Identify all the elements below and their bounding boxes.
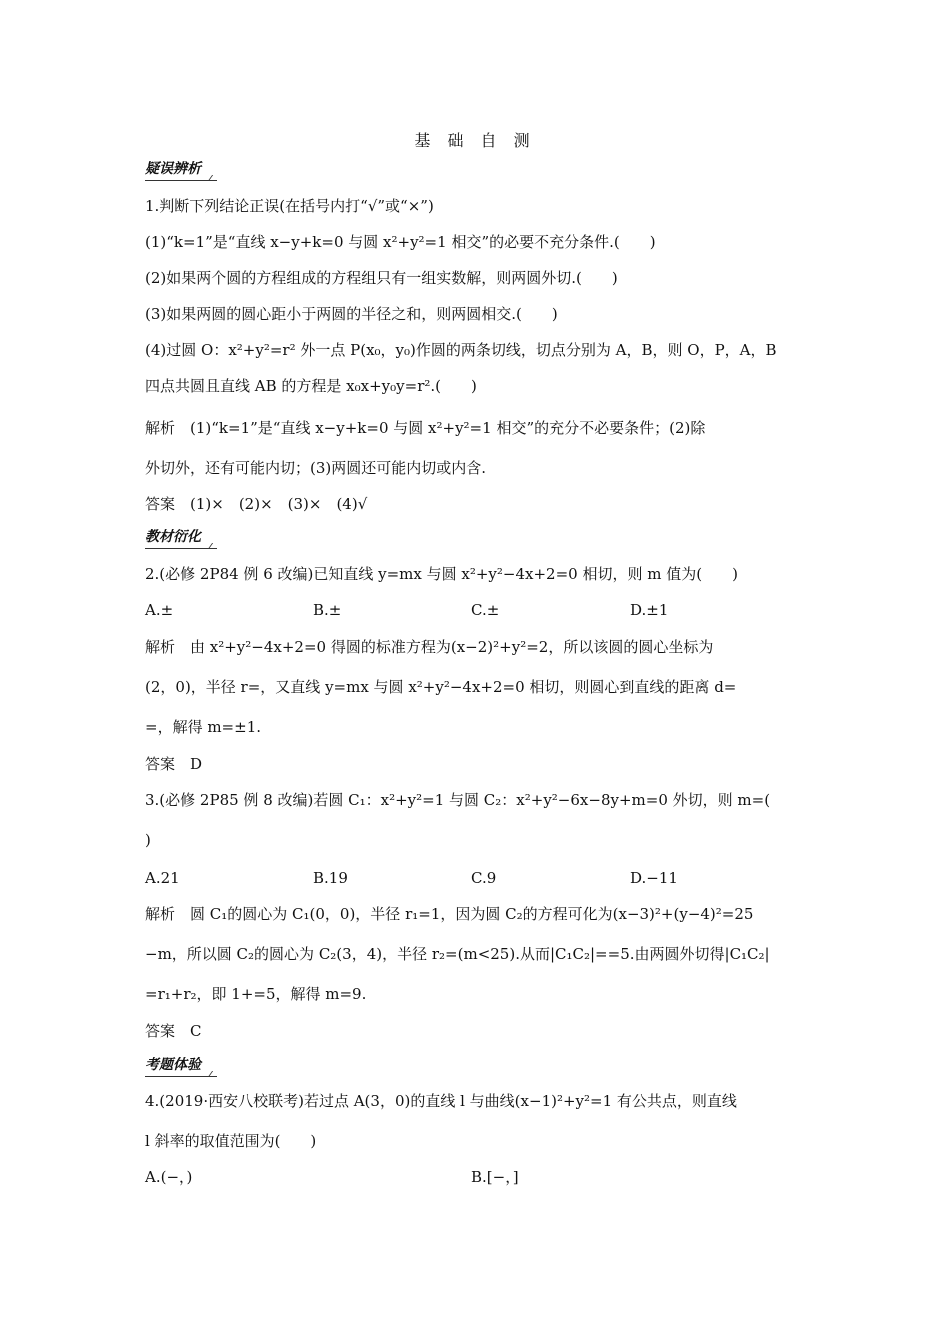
q1-item-4-cont: 四点共圆且直线 AB 的方程是 x₀x+y₀y=r².( ): [145, 377, 477, 395]
q2-analysis-cont: (2，0)，半径 r=，又直线 y=mx 与圆 x²+y²−4x+2=0 相切，则圆心到直线的距离 d=: [145, 678, 737, 696]
q2-option-b: B.±: [313, 601, 342, 619]
q4-stem: 4.(2019·西安八校联考)若过点 A(3，0)的直线 l 与曲线(x−1)²+y²=1 有公共点，则直线: [145, 1092, 737, 1110]
q1-stem: 1.判断下列结论正误(在括号内打“√”或“×”): [145, 197, 434, 215]
q2-answer: 答案 D: [145, 755, 203, 773]
q2-option-a: A.±: [145, 601, 174, 619]
q3-answer: 答案 C: [145, 1022, 202, 1040]
q3-analysis-cont2: =r₁+r₂，即 1+=5，解得 m=9.: [145, 985, 367, 1003]
q1-analysis-cont: 外切外，还有可能内切；(3)两圆还可能内切或内含.: [145, 459, 487, 477]
q1-item-4: (4)过圆 O：x²+y²=r² 外一点 P(x₀，y₀)作圆的两条切线，切点分别为 A，B，则 O，P，A，B: [145, 341, 777, 359]
q1-analysis: 解析 (1)“k=1”是“直线 x−y+k=0 与圆 x²+y²=1 相交”的充分不必要条件；(2)除: [145, 419, 706, 437]
q3-option-a: A.21: [145, 869, 180, 887]
q3-analysis: 解析 圆 C₁的圆心为 C₁(0，0)，半径 r₁=1，因为圆 C₂的方程可化为(x−3)²+(y−4)²=25: [145, 905, 754, 923]
q2-analysis: 解析 由 x²+y²−4x+2=0 得圆的标准方程为(x−2)²+y²=2，所以该圆的圆心坐标为: [145, 638, 714, 656]
q4-option-a: A.(−，): [145, 1168, 193, 1186]
q3-option-c: C.9: [471, 869, 497, 887]
q4-option-b: B.[−，]: [471, 1168, 519, 1186]
section-label-errors: 疑误辨析: [145, 160, 211, 178]
q1-answer: 答案 (1)× (2)× (3)× (4)√: [145, 495, 368, 513]
q2-option-d: D.±1: [630, 601, 669, 619]
q1-item-3: (3)如果两圆的圆心距小于两圆的半径之和，则两圆相交.( ): [145, 305, 558, 323]
q3-option-b: B.19: [313, 869, 348, 887]
q2-option-c: C.±: [471, 601, 500, 619]
section-label-exam: 考题体验: [145, 1056, 211, 1074]
page-title: 基 础 自 测: [414, 131, 536, 150]
q2-analysis-cont2: =，解得 m=±1.: [145, 718, 262, 736]
q1-item-2: (2)如果两个圆的方程组成的方程组只有一组实数解，则两圆外切.( ): [145, 269, 618, 287]
q3-option-d: D.−11: [630, 869, 678, 887]
q3-analysis-cont: −m，所以圆 C₂的圆心为 C₂(3，4)，半径 r₂=(m<25).从而|C₁C₂|==5.由两圆外切得|C₁C₂|: [145, 945, 770, 963]
q4-stem-cont: l 斜率的取值范围为( ): [145, 1132, 317, 1150]
section-label-textbook: 教材衍化: [145, 528, 211, 546]
q3-stem: 3.(必修 2P85 例 8 改编)若圆 C₁：x²+y²=1 与圆 C₂：x²+y²−6x−8y+m=0 外切，则 m=(: [145, 791, 771, 809]
q2-stem: 2.(必修 2P84 例 6 改编)已知直线 y=mx 与圆 x²+y²−4x+2=0 相切，则 m 值为( ): [145, 565, 738, 583]
q3-stem-cont: ): [145, 831, 151, 849]
q1-item-1: (1)“k=1”是“直线 x−y+k=0 与圆 x²+y²=1 相交”的必要不充分条件.( ): [145, 233, 656, 251]
